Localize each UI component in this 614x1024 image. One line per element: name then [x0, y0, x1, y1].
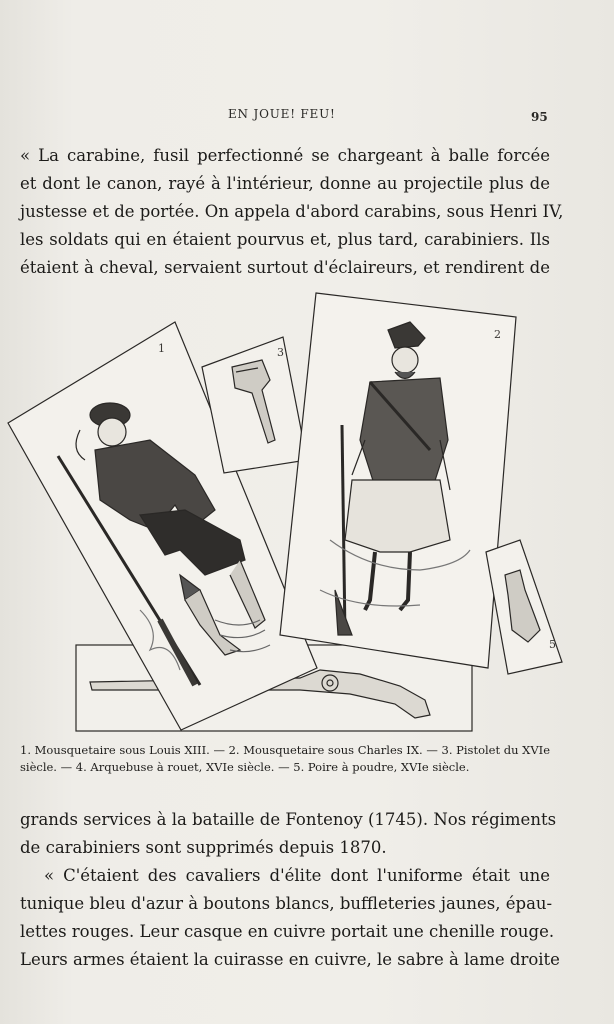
page-number: 95: [531, 110, 548, 124]
figure-caption: [20, 742, 560, 776]
text-line: « C'étaient des cavaliers d'élite dont l'uniforme était une: [44, 866, 550, 885]
text-line: grands services à la bataille de Fontenoy (1745). Nos régiments: [20, 810, 557, 829]
text-line: « La carabine, fusil perfectionné se chargeant à balle forcée: [20, 146, 550, 165]
text-line: tunique bleu d'azur à boutons blancs, buffleteries jaunes, épau-: [20, 894, 553, 913]
caption-line: 1. Mousquetaire sous Louis XIII. — 2. Mousquetaire sous Charles IX. — 3. Pistolet du XVIe: [20, 743, 551, 757]
plate-label-2: 2: [494, 328, 501, 341]
text-line: lettes rouges. Leur casque en cuivre portait une chenille rouge.: [20, 922, 555, 941]
caption-line: siècle. — 4. Arquebuse à rouet, XVIe siècle. — 5. Poire à poudre, XVIe siècle.: [20, 760, 470, 774]
page-header: [0, 107, 614, 127]
plate-label-5: 5: [549, 638, 556, 651]
top-paragraph: [20, 142, 564, 282]
engraving-illustration: [0, 290, 614, 735]
running-title: EN JOUE! FEU!: [228, 107, 336, 121]
engraving-drawing: [0, 290, 614, 735]
text-line: et dont le canon, rayé à l'intérieur, donne au projectile plus de: [20, 174, 550, 193]
plate-label-3: 3: [277, 346, 284, 359]
text-line: les soldats qui en étaient pourvus et, plus tard, carabiniers. Ils: [20, 230, 550, 249]
plate-label-1: 1: [158, 342, 165, 355]
bottom-paragraphs: [20, 806, 560, 974]
text-line: justesse et de portée. On appela d'abord carabins, sous Henri IV,: [20, 202, 564, 221]
text-line: de carabiniers sont supprimés depuis 1870.: [20, 838, 387, 857]
text-line: Leurs armes étaient la cuirasse en cuivre, le sabre à lame droite: [20, 950, 560, 969]
text-line: étaient à cheval, servaient surtout d'éclaireurs, et rendirent de: [20, 258, 550, 277]
